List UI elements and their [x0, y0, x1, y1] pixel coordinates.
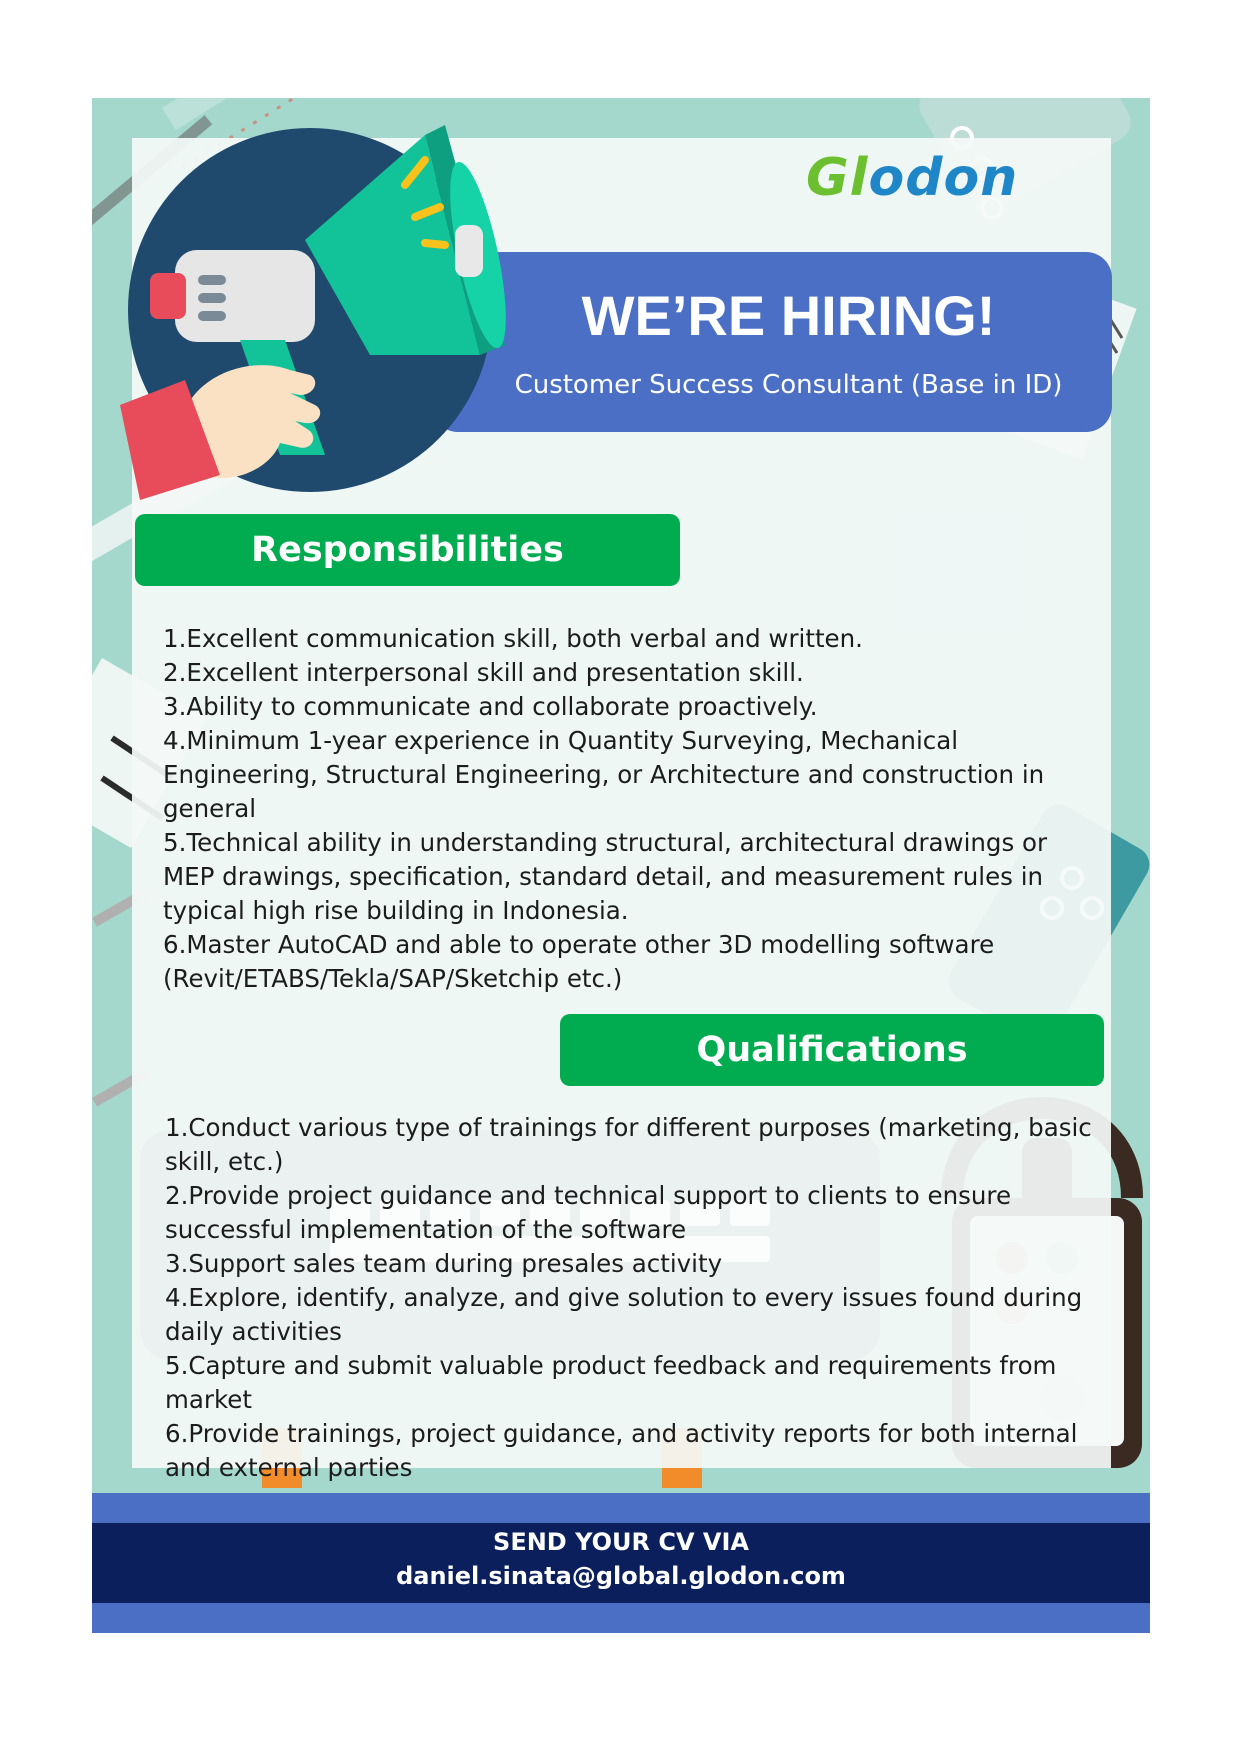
list-item: 1.Conduct various type of trainings for different purposes (marketing, basic skill, etc.) [165, 1113, 1092, 1176]
qualifications-heading: Qualifications [560, 1014, 1104, 1086]
list-item: 4.Minimum 1-year experience in Quantity Surveying, Mechanical Engineering, Structural Engineering, or Architecture and construction in general [163, 726, 1045, 823]
list-item: 2.Excellent interpersonal skill and presentation skill. [163, 658, 804, 687]
list-item: 6.Master AutoCAD and able to operate other 3D modelling software (Revit/ETABS/Tekla/SAP/Sketchip etc.) [163, 930, 995, 993]
list-item: 6.Provide trainings, project guidance, and activity reports for both internal and external parties [165, 1419, 1078, 1482]
list-item: 1.Excellent communication skill, both verbal and written. [163, 624, 863, 653]
responsibilities-list [163, 622, 1093, 996]
responsibilities-heading: Responsibilities [135, 514, 680, 586]
job-title-subtitle: Customer Success Consultant (Base in ID) [514, 370, 1063, 400]
footer-cta-text: SEND YOUR CV VIA [493, 1528, 749, 1556]
list-item: 5.Capture and submit valuable product feedback and requirements from market [165, 1351, 1057, 1414]
logo-text: Glodon [806, 148, 1019, 208]
list-item: 2.Provide project guidance and technical support to clients to ensure successful implementation of the software [165, 1181, 1012, 1244]
glodon-logo [806, 148, 1096, 214]
hiring-title: WE’RE HIRING! [581, 284, 996, 347]
list-item: 3.Ability to communicate and collaborate proactively. [163, 692, 818, 721]
list-item: 4.Explore, identify, analyze, and give solution to every issues found during daily activities [165, 1283, 1083, 1346]
qualifications-list [165, 1111, 1105, 1485]
list-item: 3.Support sales team during presales activity [165, 1249, 723, 1278]
footer-email-link[interactable]: daniel.sinata@global.glodon.com [396, 1562, 846, 1590]
list-item: 5.Technical ability in understanding structural, architectural drawings or MEP drawings, specification, standard detail, and measurement rules in typical high rise building in Indonesia. [163, 828, 1048, 925]
